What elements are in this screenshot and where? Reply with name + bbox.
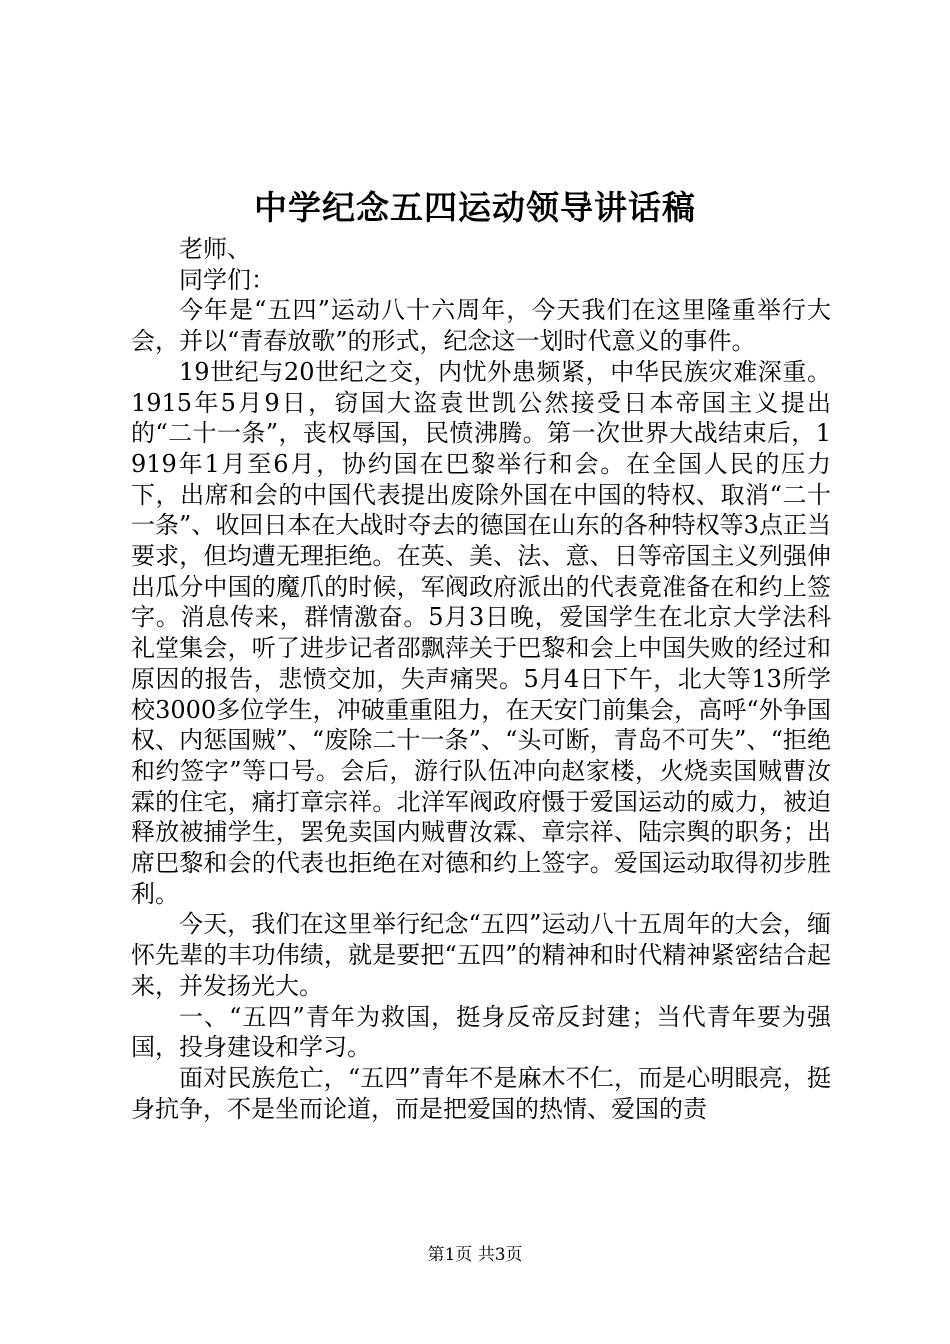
- document-body: [131, 234, 831, 1124]
- salutation-teachers: 老师、: [179, 235, 251, 263]
- paragraph-history: 19世纪与20世纪之交，内忧外患频紧，中华民族灾难深重。1915年5月9日，窃国大盗袁世凯公然接受日本帝国主义提出的“二十一条”，丧权辱国，民愤沸腾。第一次世界大战结束后，1919年1月至6月，协约国在巴黎举行和会。在全国人民的压力下，出席和会的中国代表提出废除外国在中国的特权、取消“二十一条”、收回日本在大战时夺去的德国在山东的各种特权等3点正当要求，但均遭无理拒绝。在英、美、法、意、日等帝国主义列强伸出瓜分中国的魔爪的时候，军阀政府派出的代表竟准备在和约上签字。消息传来，群情激奋。5月3日晚，爱国学生在北京大学法科礼堂集会，听了进步记者邵飘萍关于巴黎和会上中国失败的经过和原因的报告，悲愤交加，失声痛哭。5月4日下午，北大等13所学校3000多位学生，冲破重重阻力，在天安门前集会，高呼“外争国权、内惩国贼”、“废除二十一条”、“头可断，青岛不可失”、“拒绝和约签字”等口号。会后，游行队伍冲向赵家楼，火烧卖国贼曹汝霖的住宅，痛打章宗祥。北洋军阀政府慑于爱国运动的威力，被迫释放被捕学生，罢免卖国内贼曹汝霖、章宗祥、陆宗舆的职务；出席巴黎和会的代表也拒绝在对德和约上签字。爱国运动取得初步胜利。: [131, 357, 831, 908]
- salutation-students: 同学们：: [179, 265, 275, 294]
- paragraph-section-one-body: 面对民族危亡，“五四”青年不是麻木不仁，而是心明眼亮，挺身抗争，不是坐而论道，而是把爱国的热情、爱国的责: [131, 1063, 831, 1123]
- paragraph-intro: 今年是“五四”运动八十六周年，今天我们在这里隆重举行大会，并以“青春放歌”的形式，纪念这一划时代意义的事件。: [131, 296, 831, 356]
- page-footer: 第1页 共3页: [427, 1245, 523, 1265]
- paragraph-section-one-heading: 一、“五四”青年为救国，挺身反帝反封建；当代青年要为强国，投身建设和学习。: [131, 1002, 831, 1062]
- paragraph-purpose: 今天，我们在这里举行纪念“五四”运动八十五周年的大会，缅怀先辈的丰功伟绩，就是要把“五四”的精神和时代精神紧密结合起来，并发扬光大。: [131, 910, 831, 1000]
- document-title: 中学纪念五四运动领导讲话稿: [254, 188, 696, 227]
